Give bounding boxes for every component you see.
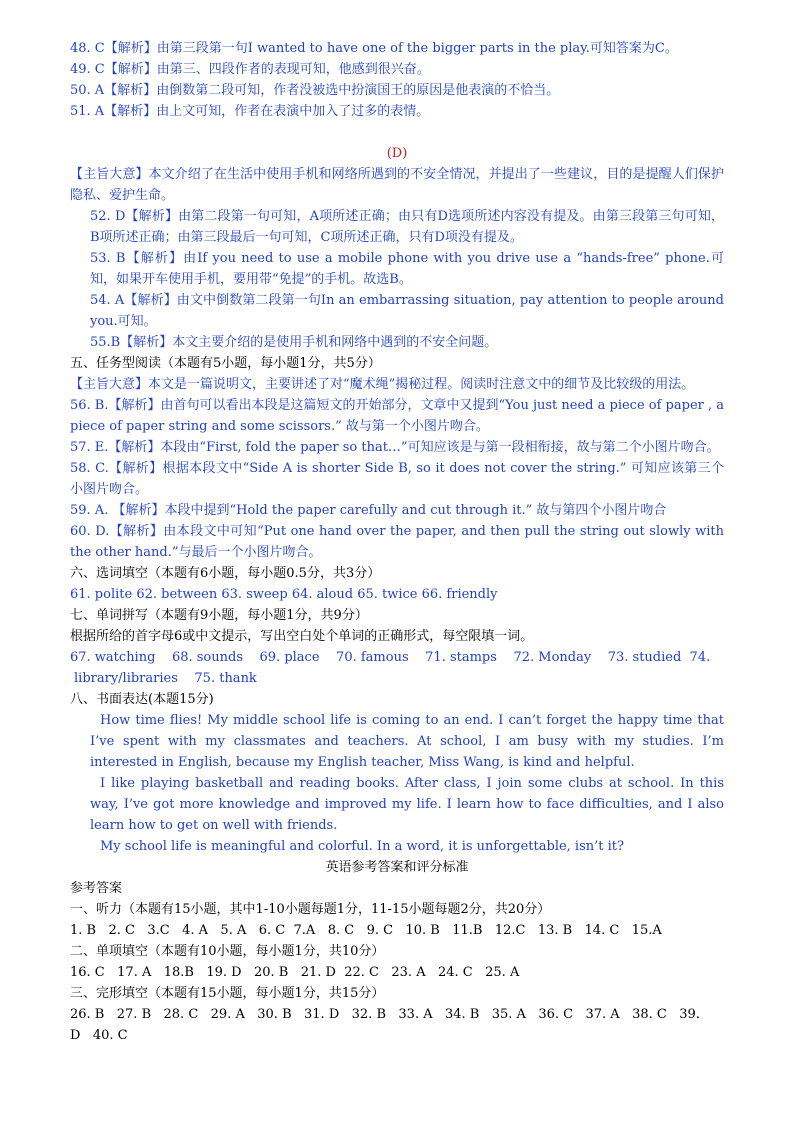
answer-item-55: 55.B【解析】本文主要介绍的是使用手机和网络中遇到的不安全问题。 bbox=[90, 335, 498, 350]
section-6-answers: 61. polite 62. between 63. sweep 64. aloud 65. twice 66. friendly bbox=[70, 587, 498, 602]
part-1-heading: 一、听力（本题有15小题，其中1-10小题每题1分，11-15小题每题2分，共20分） bbox=[70, 902, 551, 917]
answer-item-60: 60. D.【解析】由本段文中可知“Put one hand over the paper, and then pull the string out slowly with the other hand.”与最后一个小图片吻合。 bbox=[70, 524, 724, 560]
answer-item-52: 52. D【解析】由第二段第一句可知，A项所述正确；由只有D选项所述内容没有提及。由第三段第三句可知，B项所述正确；由第三段最后一句可知，C项所述正确，只有D项没有提及。 bbox=[90, 209, 724, 245]
section-6-heading: 六、选词填空（本题有6小题，每小题0.5分，共3分） bbox=[70, 566, 381, 581]
answer-item-54: 54. A【解析】由文中倒数第二段第一句In an embarrassing situation, pay attention to people around you.可知。 bbox=[90, 293, 724, 329]
essay-paragraph-3: My school life is meaningful and colorful. In a word, it is unforgettable, isn’t it? bbox=[100, 839, 624, 854]
reference-label: 参考答案 bbox=[70, 881, 123, 896]
section-5-heading: 五、任务型阅读（本题有5小题，每小题1分，共5分） bbox=[70, 356, 381, 371]
part-1-answers: 1. B 2. C 3.C 4. A 5. A 6. C 7.A 8. C 9. C 10. B 11.B 12.C 13. B 14. C 15.A bbox=[70, 923, 662, 938]
part-2-answers: 16. C 17. A 18.B 19. D 20. B 21. D 22. C 23. A 24. C 25. A bbox=[70, 965, 520, 980]
section-8-heading: 八、书面表达(本题15分) bbox=[70, 692, 214, 707]
answer-item-53: 53. B【解析】由If you need to use a mobile phone with you drive use a “hands-free” phone.可知，如果开车使用手机，要用带“免提”的手机。故选B。 bbox=[90, 251, 724, 287]
spacer bbox=[70, 122, 724, 143]
essay-paragraph-2: I like playing basketball and reading books. After class, I join some clubs at school. In this way, I’ve got more knowledge and improved my life. I learn how to face difficulties, and I also learn how to get on well with friends. bbox=[90, 776, 724, 833]
answer-item-56: 56. B.【解析】由首句可以看出本段是这篇短文的开始部分，文章中又提到“You just need a piece of paper , a piece of paper string and some scissors.” 故与第一个小图片吻合。 bbox=[70, 398, 724, 434]
answer-item-57: 57. E.【解析】本段由“First, fold the paper so that…”可知应该是与第一段相衔接，故与第二个小图片吻合。 bbox=[70, 440, 720, 455]
part-2-heading: 二、单项填空（本题有10小题，每小题1分，共10分） bbox=[70, 944, 385, 959]
section-7-instruction: 根据所给的首字母6或中文提示，写出空白处个单词的正确形式，每空限填一词。 bbox=[70, 629, 534, 644]
section-d-title: (D) bbox=[386, 146, 408, 161]
essay-paragraph-1: How time flies! My middle school life is coming to an end. I can’t forget the happy time that I’ve spent with my classmates and teachers. At school, I am busy with my studies. I’m interested in English, because my English teacher, Miss Wang, is kind and helpful. bbox=[90, 713, 724, 770]
answer-item-50: 50. A【解析】由倒数第二段可知，作者没被选中扮演国王的原因是他表演的不恰当。 bbox=[70, 83, 560, 98]
part-3-answers-line2: D 40. C bbox=[70, 1028, 128, 1043]
answer-item-49: 49. C【解析】由第三、四段作者的表现可知，他感到很兴奋。 bbox=[70, 62, 430, 77]
answer-document bbox=[70, 38, 724, 1046]
section-5-summary: 【主旨大意】本文是一篇说明文，主要讲述了对“魔术绳”揭秘过程。阅读时注意文中的细节及比较级的用法。 bbox=[70, 377, 695, 392]
part-3-heading: 三、完形填空（本题有15小题，每小题1分，共15分） bbox=[70, 986, 385, 1001]
answer-key-title: 英语参考答案和评分标准 bbox=[325, 860, 469, 875]
section-7-answers-line2: library/libraries 75. thank bbox=[74, 671, 257, 686]
answer-item-59: 59. A. 【解析】本段中提到“Hold the paper carefully and cut through it.” 故与第四个小图片吻合 bbox=[70, 503, 667, 518]
section-7-heading: 七、单词拼写（本题有9小题，每小题1分，共9分） bbox=[70, 608, 368, 623]
answer-item-58: 58. C.【解析】根据本段文中“Side A is shorter Side B, so it does not cover the string.” 可知应该第三个小图片吻合。 bbox=[70, 461, 724, 497]
answer-item-51: 51. A【解析】由上文可知，作者在表演中加入了过多的表情。 bbox=[70, 104, 430, 119]
section-7-answers-line1: 67. watching 68. sounds 69. place 70. famous 71. stamps 72. Monday 73. studied 74. bbox=[70, 650, 711, 665]
section-d-summary: 【主旨大意】本文介绍了在生活中使用手机和网络所遇到的不安全情况，并提出了一些建议，目的是提醒人们保护隐私、爱护生命。 bbox=[70, 167, 724, 203]
part-3-answers-line1: 26. B 27. B 28. C 29. A 30. B 31. D 32. B 33. A 34. B 35. A 36. C 37. A 38. C 39. bbox=[70, 1007, 700, 1022]
answer-item-48: 48. C【解析】由第三段第一句I wanted to have one of the bigger parts in the play.可知答案为C。 bbox=[70, 41, 678, 56]
